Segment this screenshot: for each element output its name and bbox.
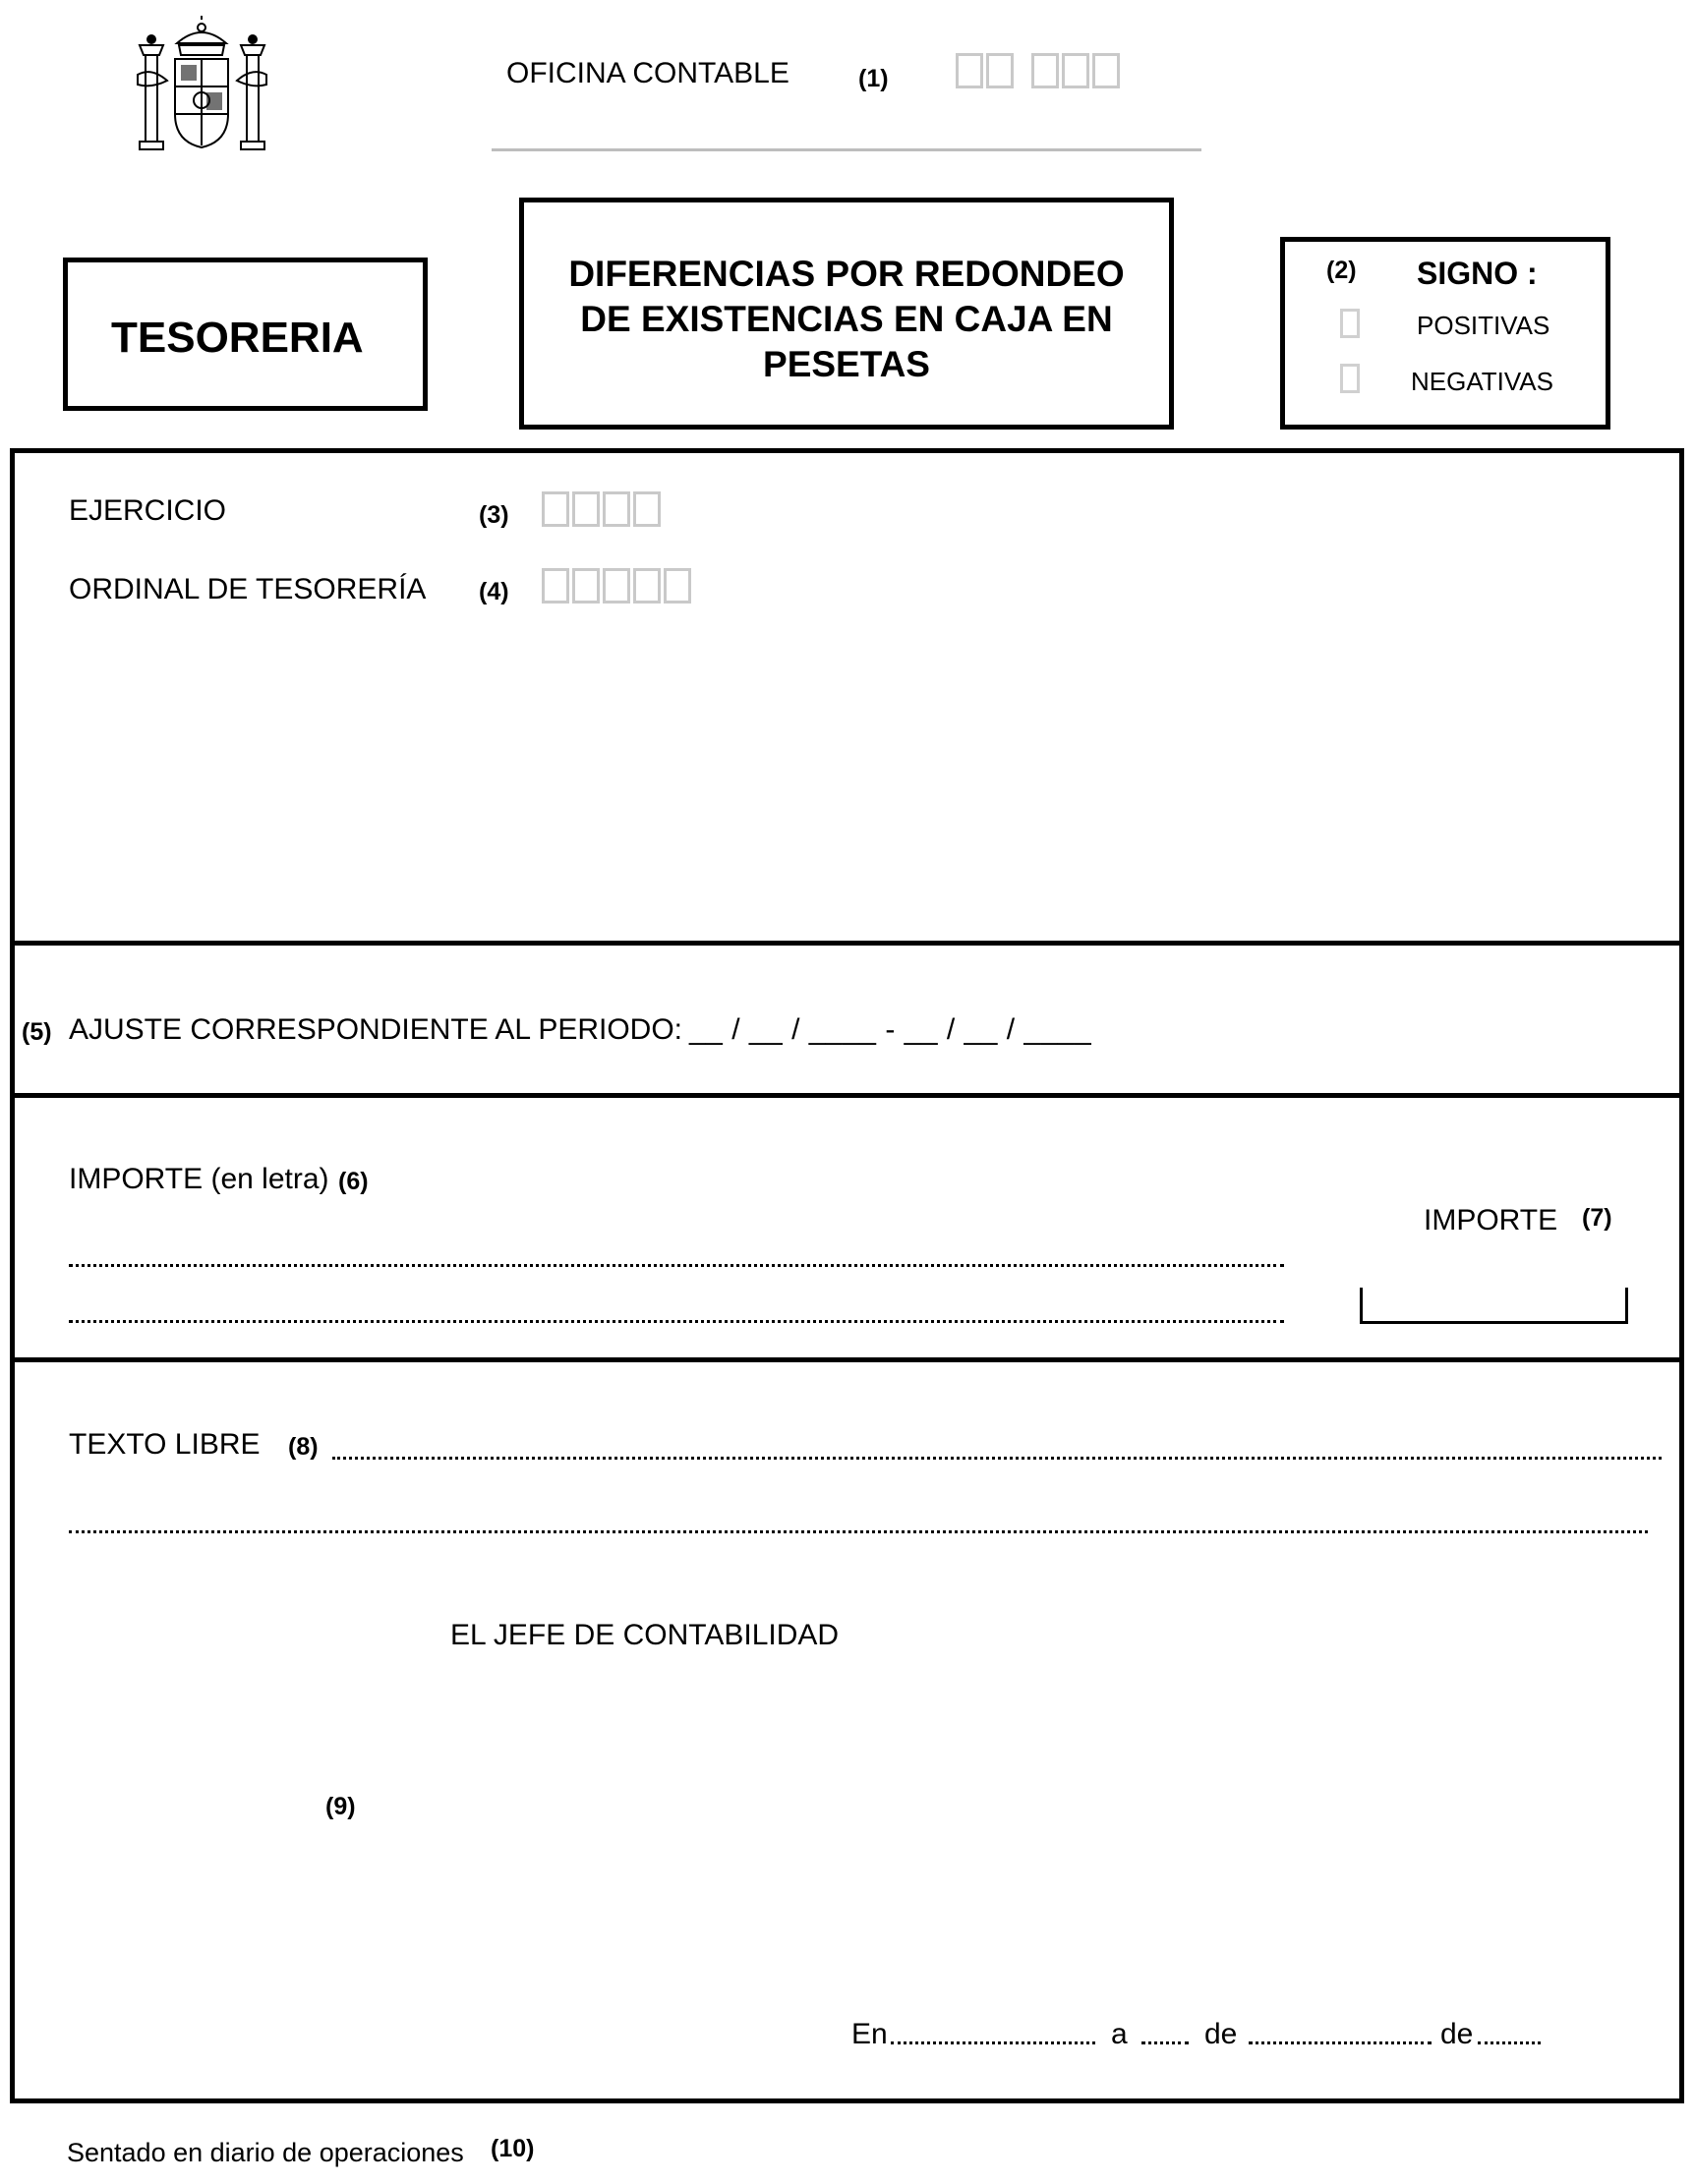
- importe-letra-label: IMPORTE (en letra): [69, 1163, 329, 1195]
- digit-box[interactable]: [603, 568, 630, 603]
- digit-box[interactable]: [664, 568, 691, 603]
- signo-label: SIGNO :: [1417, 256, 1538, 291]
- date-year-field[interactable]: [1478, 2041, 1541, 2044]
- digit-box[interactable]: [986, 53, 1014, 88]
- texto-libre-line-2[interactable]: [69, 1530, 1648, 1533]
- negativas-label: NEGATIVAS: [1411, 367, 1553, 396]
- title-line-3: PESETAS: [763, 344, 930, 384]
- signo-box: [1280, 237, 1610, 430]
- office-code-field[interactable]: [956, 53, 1120, 88]
- coat-of-arms-icon: [136, 16, 268, 153]
- digit-box[interactable]: [633, 568, 661, 603]
- date-en-label: En: [851, 2018, 888, 2050]
- negativas-checkbox[interactable]: [1340, 364, 1360, 393]
- date-day-field[interactable]: [1141, 2041, 1189, 2044]
- main-form-frame: [10, 448, 1684, 2103]
- positivas-checkbox[interactable]: [1340, 309, 1360, 338]
- digit-gap: [1017, 53, 1028, 88]
- office-label: OFICINA CONTABLE: [506, 57, 789, 89]
- date-place-field[interactable]: [891, 2041, 1095, 2044]
- periodo-field[interactable]: __ / __ / ____ - __ / __ / ____: [689, 1013, 1092, 1046]
- digit-box[interactable]: [542, 568, 569, 603]
- title-line-2: DE EXISTENCIAS EN CAJA EN: [580, 299, 1113, 339]
- digit-box[interactable]: [633, 491, 661, 527]
- date-month-field[interactable]: [1249, 2041, 1432, 2044]
- sentado-label: Sentado en diario de operaciones: [67, 2138, 464, 2167]
- texto-libre-label: TEXTO LIBRE: [69, 1428, 261, 1461]
- ejercicio-field[interactable]: [542, 491, 661, 527]
- signo-ref: (2): [1326, 257, 1357, 284]
- positivas-label: POSITIVAS: [1417, 311, 1550, 340]
- document-title-box: [519, 198, 1174, 430]
- divider-1: [10, 941, 1684, 946]
- ejercicio-ref: (3): [479, 501, 509, 529]
- digit-box[interactable]: [1062, 53, 1089, 88]
- importe-ref: (7): [1582, 1204, 1612, 1232]
- date-a-label: a: [1111, 2018, 1128, 2050]
- digit-box[interactable]: [1031, 53, 1059, 88]
- jefe-contabilidad-label: EL JEFE DE CONTABILIDAD: [450, 1619, 840, 1651]
- digit-box[interactable]: [1092, 53, 1120, 88]
- importe-label: IMPORTE: [1424, 1204, 1558, 1236]
- texto-libre-ref: (8): [288, 1433, 319, 1461]
- digit-box[interactable]: [956, 53, 983, 88]
- digit-box[interactable]: [542, 491, 569, 527]
- office-ref: (1): [858, 65, 889, 92]
- divider-2: [10, 1093, 1684, 1098]
- periodo-label: AJUSTE CORRESPONDIENTE AL PERIODO:: [69, 1013, 683, 1046]
- document-title: [524, 252, 1169, 387]
- ordinal-field[interactable]: [542, 568, 691, 603]
- divider-3: [10, 1357, 1684, 1362]
- tesoreria-box: [63, 258, 428, 411]
- importe-letra-line-1[interactable]: [69, 1264, 1284, 1267]
- digit-box[interactable]: [603, 491, 630, 527]
- importe-field[interactable]: [1360, 1288, 1628, 1324]
- firma-ref: (9): [325, 1793, 356, 1820]
- digit-box[interactable]: [572, 568, 600, 603]
- ordinal-label: ORDINAL DE TESORERÍA: [69, 573, 427, 605]
- digit-box[interactable]: [572, 491, 600, 527]
- ejercicio-label: EJERCICIO: [69, 494, 227, 527]
- importe-letra-ref: (6): [338, 1168, 369, 1195]
- date-de-label-1: de: [1204, 2018, 1238, 2050]
- importe-letra-line-2[interactable]: [69, 1320, 1284, 1323]
- office-underline: [492, 148, 1201, 151]
- date-de-label-2: de: [1440, 2018, 1474, 2050]
- ordinal-ref: (4): [479, 578, 509, 605]
- sentado-ref: (10): [491, 2135, 535, 2162]
- title-line-1: DIFERENCIAS POR REDONDEO: [568, 254, 1125, 294]
- tesoreria-label: TESORERIA: [111, 314, 364, 362]
- periodo-ref: (5): [22, 1018, 52, 1046]
- texto-libre-line-1[interactable]: [332, 1457, 1662, 1460]
